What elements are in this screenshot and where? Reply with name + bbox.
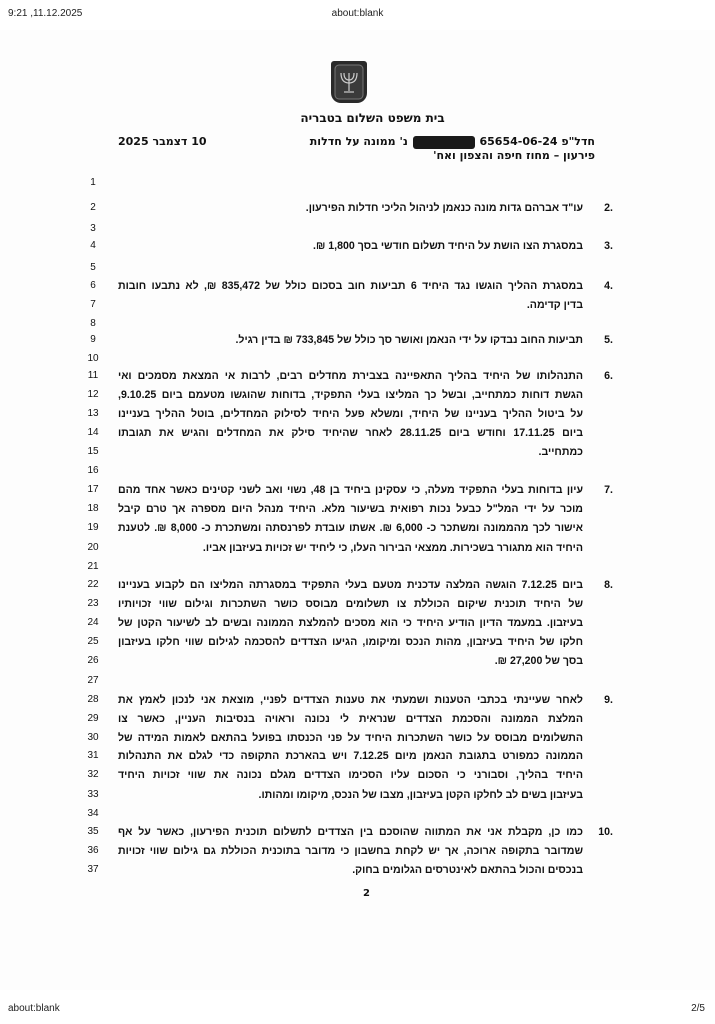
state-emblem-icon [331,61,367,103]
text-line: כמו כן, מקבלת אני את המתווה שהוסכם בין הצדדים לתשלום תוכנית הפירעון, כאשר על אף [118,826,583,838]
line-number: 16 [87,465,99,476]
text-line: הממונה כמפורט בתגובת הנאמן מיום 7.12.25 ויש בהארכת התקופה כדי לגלם את התנהלות [118,750,583,762]
line-number: 34 [87,808,99,819]
print-datetime: 9:21 ,11.12.2025 [8,8,83,19]
line-number: 12 [87,389,99,400]
line-number: 29 [87,713,99,724]
text-line: חלקו של היחיד בעיזבון, מהות הנכס ומיקומו, הגיעו הצדדים להסכמה לגילום שווי חלקו בעיזבון [118,636,583,648]
text-line: המלצת הממונה והסכמת הצדדים שנראית לי נכונה וראויה בנסיבות העניין, כאשר צו [118,713,583,725]
paragraph-number: 8. [604,579,613,591]
paragraph-number: 4. [604,280,613,292]
text-line: היחיד בהליך, וסבורני כי הסכום עליו הסכימו הצדדים מגלם נכונה את שווי זכויות היחיד [118,769,583,781]
line-number: 26 [87,655,99,666]
line-number: 10 [87,353,99,364]
case-title-line-2: פירעון – מחוז חיפה והצפון ואח' [433,149,595,162]
line-number: 13 [87,408,99,419]
line-number: 9 [90,334,96,345]
line-number: 3 [90,223,96,234]
line-number: 4 [90,240,96,251]
text-line: בדין קדימה. [526,299,583,311]
text-line: על ביטול ההליך בעניינו של היחיד, ומשלא פעל היחיד לסילוק המחדלים, בוטל ההליך בעניינו [118,408,583,420]
line-number: 23 [87,598,99,609]
line-number: 18 [87,503,99,514]
text-line: בעיזבון בשים לב לחלקו הקטן בעיזבון, מצבו של הנכס, מיקומו ומהותו. [258,789,583,801]
text-line: ביום 17.11.25 וחודש ביום 28.11.25 לאחר שהיחיד סילק את המחדלים והגיש את תגובתו [118,427,583,439]
text-line: עו"ד אברהם גדות מונה כנאמן לניהול הליכי חדלות הפירעון. [305,202,583,214]
line-number: 32 [87,769,99,780]
text-line: לאחר שעיינתי בכתבי הטענות ושמעתי את טענות הצדדים לפניי, מוצאת אני לנכון לאמץ את [118,694,583,706]
line-number: 30 [87,732,99,743]
line-number: 19 [87,522,99,533]
line-number: 15 [87,446,99,457]
print-page-counter: 2/5 [691,1003,705,1014]
text-line: כמתחייב. [538,446,583,458]
text-line: בסך של 27,200 ₪. [494,655,583,667]
print-title: about:blank [331,8,384,19]
line-number: 33 [87,789,99,800]
text-line: מוכר על ידי המל"ל כבעל נכות רפואית בשיעור מלא. היחיד מנהל היום מספרה אך טרם קיבל [118,503,583,515]
line-number: 37 [87,864,99,875]
paragraph-number: 9. [604,694,613,706]
text-line: של היחיד תוכנית שיקום הכוללת צו תשלומים מבוסס כושר השתכרות וגילום שווי זכויותיו [118,598,583,610]
redacted-name [413,136,475,149]
text-line: עיון בדוחות בעלי התפקיד מעלה, כי עסקינן ביחיד בן 48, נשוי ואב לשני קטינים כאשר אחד מהם [118,484,583,496]
line-number: 31 [87,750,99,761]
line-number: 1 [90,177,96,188]
line-number: 7 [90,299,96,310]
decision-date: 10 דצמבר 2025 [118,135,207,148]
text-line: הגשת דוחות כמתחייב, ובשל כך המליצו בעלי התפקיד, בדוחות שהוגשו מטעמם ביום 9.10.25, [118,389,583,401]
text-line: במסגרת ההליך הוגשו נגד היחיד 6 תביעות חוב בסכום כולל של 835,472 ₪, לא נתבעו חובות [118,280,583,292]
line-number: 36 [87,845,99,856]
print-footer-url: about:blank [8,1003,60,1014]
paragraph-number: 10. [598,826,613,838]
line-number: 35 [87,826,99,837]
line-number: 6 [90,280,96,291]
line-number: 25 [87,636,99,647]
text-line: התשלומים מבוסס על כושר השתכרות היחיד על פני הכנסתו בפועל בהתאם לאמות המידה של [118,732,583,744]
paragraph-number: 5. [604,334,613,346]
paragraph-number: 3. [604,240,613,252]
case-title [310,135,595,149]
line-number: 2 [90,202,96,213]
line-number: 22 [87,579,99,590]
line-number: 20 [87,542,99,553]
text-line: תביעות החוב נבדקו על ידי הנאמן ואושר סך כולל של 733,845 ₪ בדין רגיל. [235,334,583,346]
text-line: בנכסים והכול בהתאם לאינטרסים הגלומים בחוק. [352,864,583,876]
text-line: שמדובר בתקופה ארוכה, אך יש לקחת בחשבון כי מדובר בתוכנית הכוללת גם גילום שווי זכויות [118,845,583,857]
case-number: חדל"פ 65654-06-24 [479,135,595,148]
text-line: אישור לכך מהממונה ומשתכר כ- 6,000 ₪. אשתו עובדת לפרנסתה ומשתכרת כ- 8,000 ₪. לטענת [118,522,583,534]
text-line: ביום 7.12.25 הוגשה המלצה עדכנית מטעם בעלי התפקיד במסגרתה המליצו הם לקבוע בעניינו [118,579,583,591]
page-number: 2 [363,888,370,899]
text-line: התנהלותו של היחיד בהליך התאפיינה בצבירת מחדלים רבים, לרבות אי המצאת מסמכים ואי [118,370,583,382]
line-number: 28 [87,694,99,705]
line-number: 8 [90,318,96,329]
paragraph-number: 7. [604,484,613,496]
paragraph-number: 6. [604,370,613,382]
case-respondent: נ' ממונה על חדלות [309,135,408,148]
line-number: 21 [87,561,99,572]
court-name: בית משפט השלום בטבריה [300,111,445,125]
line-number: 17 [87,484,99,495]
text-line: בעיזבון. במעמד הדיון הודיע היחיד כי הוא מסכים להמלצת הממונה ובשים לב לשיעור הקטן של [118,617,583,629]
paragraph-number: 2. [604,202,613,214]
line-number: 11 [87,370,99,381]
line-number: 5 [90,262,96,273]
text-line: במסגרת הצו הושת על היחיד תשלום חודשי בסך 1,800 ₪. [313,240,583,252]
line-number: 14 [87,427,99,438]
text-line: היחיד הוא מתגורר בשכירות. ממצאי הבירור העלו, כי ליחיד יש זכויות בעיזבון אביו. [202,542,583,554]
line-number: 27 [87,675,99,686]
line-number: 24 [87,617,99,628]
